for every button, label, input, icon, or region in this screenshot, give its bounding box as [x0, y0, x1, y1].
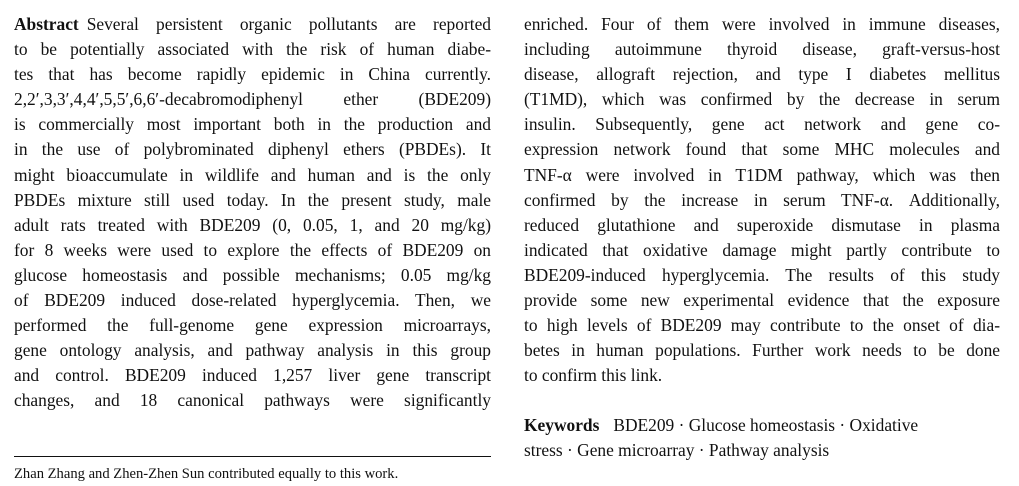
abstract-line: enriched. Four of them were involved in immune diseases, — [524, 14, 1000, 34]
footnote-divider — [14, 456, 491, 457]
abstract-left-column — [14, 12, 491, 414]
abstract-line: disease, allograft rejection, and type I diabetes mellitus — [524, 64, 1000, 85]
abstract-text: Several persistent organic pollutants are reported — [86, 14, 491, 34]
abstract-line: BDE209-induced hyperglycemia. The results of this study — [524, 264, 1000, 285]
abstract-line: might bioaccumulate in wildlife and human and is the only — [14, 164, 491, 185]
abstract-line: insulin. Subsequently, gene act network and gene co- — [524, 114, 1000, 135]
abstract-line — [14, 12, 491, 37]
keywords-text: BDE209 · Glucose homeostasis · Oxidative — [613, 415, 919, 435]
abstract-line: TNF-α were involved in T1DM pathway, which was then — [524, 164, 1000, 185]
keywords-block — [524, 413, 1000, 463]
abstract-line: indicated that oxidative damage might partly contribute to — [524, 239, 1000, 260]
abstract-line: and control. BDE209 induced 1,257 liver gene transcript — [14, 365, 491, 386]
abstract-heading: Abstract — [14, 14, 79, 34]
keywords-line: stress · Gene microarray · Pathway analysis — [524, 440, 830, 461]
abstract-line: in the use of polybrominated diphenyl ethers (PBDEs). It — [14, 139, 491, 160]
abstract-line: provide some new experimental evidence that the exposure — [524, 290, 1000, 311]
abstract-line: gene ontology analysis, and pathway analysis in this group — [14, 340, 491, 361]
abstract-line: tes that has become rapidly epidemic in China currently. — [14, 64, 491, 85]
abstract-line: (T1MD), which was confirmed by the decrease in serum — [524, 89, 1000, 110]
abstract-line: betes in human populations. Further work needs to be done — [524, 340, 1000, 361]
abstract-line: to high levels of BDE209 may contribute to the onset of dia- — [524, 315, 1000, 336]
keywords-heading: Keywords — [524, 415, 600, 435]
abstract-line: including autoimmune thyroid disease, graft-versus-host — [524, 39, 1000, 60]
abstract-line: glucose homeostasis and possible mechanisms; 0.05 mg/kg — [14, 264, 491, 285]
abstract-line: PBDEs mixture still used today. In the present study, male — [14, 189, 491, 210]
abstract-line: adult rats treated with BDE209 (0, 0.05, 1, and 20 mg/kg) — [14, 214, 491, 235]
abstract-line: expression network found that some MHC molecules and — [524, 139, 1000, 160]
abstract-line: to be potentially associated with the risk of human diabe- — [14, 39, 491, 60]
abstract-line: confirmed by the increase in serum TNF-α. Additionally, — [524, 189, 1000, 210]
footnote: Zhan Zhang and Zhen-Zhen Sun contributed equally to this work. — [14, 466, 399, 482]
abstract-line: reduced glutathione and superoxide dismutase in plasma — [524, 214, 1000, 235]
abstract-line: is commercially most important both in the production and — [14, 114, 491, 135]
abstract-line: for 8 weeks were used to explore the effects of BDE209 on — [14, 239, 491, 260]
abstract-right-column — [524, 12, 1000, 388]
abstract-line: 2,2′,3,3′,4,4′,5,5′,6,6′-decabromodiphenyl ether (BDE209) — [14, 89, 491, 110]
keywords-line — [524, 413, 1000, 438]
abstract-line: of BDE209 induced dose-related hyperglycemia. Then, we — [14, 290, 491, 311]
abstract-line: changes, and 18 canonical pathways were significantly — [14, 390, 491, 411]
abstract-line: to confirm this link. — [524, 365, 663, 386]
abstract-line: performed the full-genome gene expression microarrays, — [14, 315, 491, 336]
